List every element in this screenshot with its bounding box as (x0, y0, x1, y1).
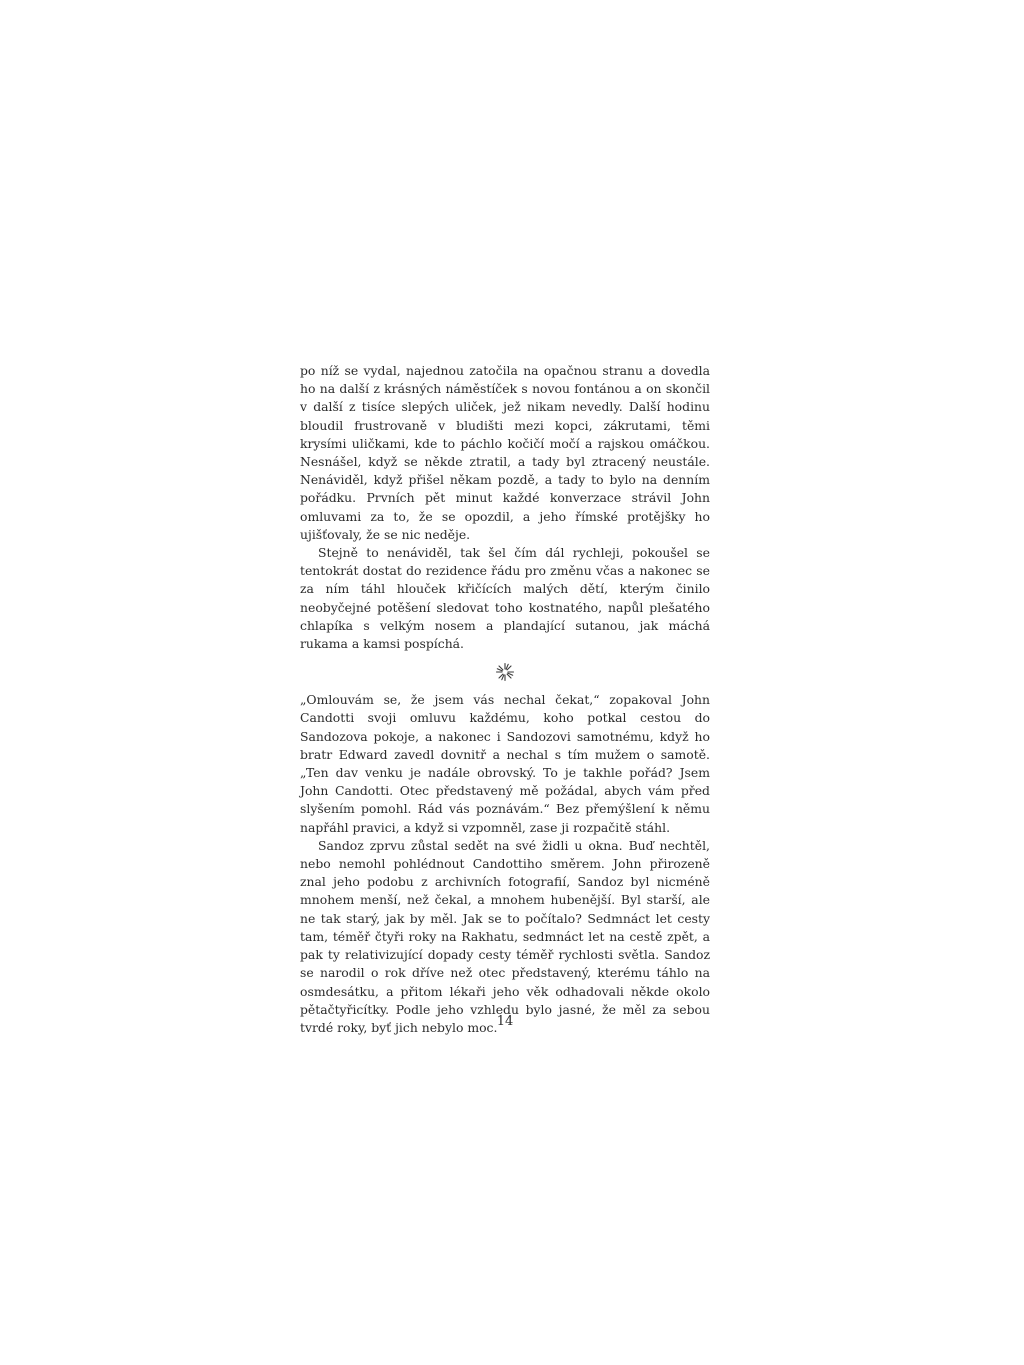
paragraph: „Omlouvám se, že jsem vás nechal čekat,“ zopakoval John Candotti svoji omluvu každému, koho potkal cestou do Sandozova pokoje, a nakonec i Sandozovi samotnému, když ho bratr Edward zavedl dovnitř a nechal s tím mužem o samotě. „Ten dav venku je nadále obrovský. To je takhle pořád? Jsem John Candotti. Otec představený mě požádal, abych vám před slyšením pomohl. Rád vás poznávám.“ Bez přemýšlení k němu napřáhl pravici, a když si vzpomněl, zase ji rozpačitě stáhl. (300, 692, 710, 835)
paragraph: po níž se vydal, najednou zatočila na opačnou stranu a dovedla ho na další z krásných náměstíček s novou fontánou a on skončil v další z tisíce slepých uliček, jež nikam nevedly. Další hodinu bloudil frustrovaně v bludišti mezi kopci, zákrutami, těmi krysími uličkami, kde to páchlo kočičí močí a rajskou omáčkou. Nesnášel, když se někde ztratil, a tady byl ztracený neustále. Nenáviděl, když přišel někam pozdě, a tady to bylo na denním pořádku. Prvních pět minut každé konverzace strávil John omluvami za to, že se opozdil, a jeho římské protějšky ho ujišťovaly, že se nic neděje. (300, 363, 710, 542)
sunburst-ornament-icon (495, 662, 515, 682)
book-page-body (300, 362, 710, 1037)
paragraph: Stejně to nenáviděl, tak šel čím dál rychleji, pokoušel se tentokrát dostat do rezidence řádu pro změnu včas a nakonec se za ním táhl hlouček křičících malých dětí, kterým činilo neobyčejné potěšení sledovat toho kostnatého, napůl plešatého chlapíka s velkým nosem a plandající sutanou, jak máchá rukama a kamsi pospíchá. (300, 545, 710, 652)
page-number: 14 (496, 1014, 514, 1029)
paragraph: Sandoz zprvu zůstal sedět na své židli u okna. Buď nechtěl, nebo nemohl pohlédnout Candottiho směrem. John přirozeně znal jeho podobu z archivních fotografií, Sandoz byl nicméně mnohem menší, než čekal, a mnohem hubenější. Byl starší, ale ne tak starý, jak by měl. Jak se to počítalo? Sedmnáct let cesty tam, téměř čtyři roky na Rakhatu, sedmnáct let na cestě zpět, a pak ty relativizující dopady cesty téměř rychlosti světla. Sandoz se narodil o rok dříve než otec představený, kterému táhlo na osmdesátku, a přitom lékaři jeho věk odhadovali někde okolo pětačtyřicítky. Podle jeho vzhledu bylo jasné, že měl za sebou tvrdé roky, byť jich nebylo moc. (300, 837, 710, 1035)
